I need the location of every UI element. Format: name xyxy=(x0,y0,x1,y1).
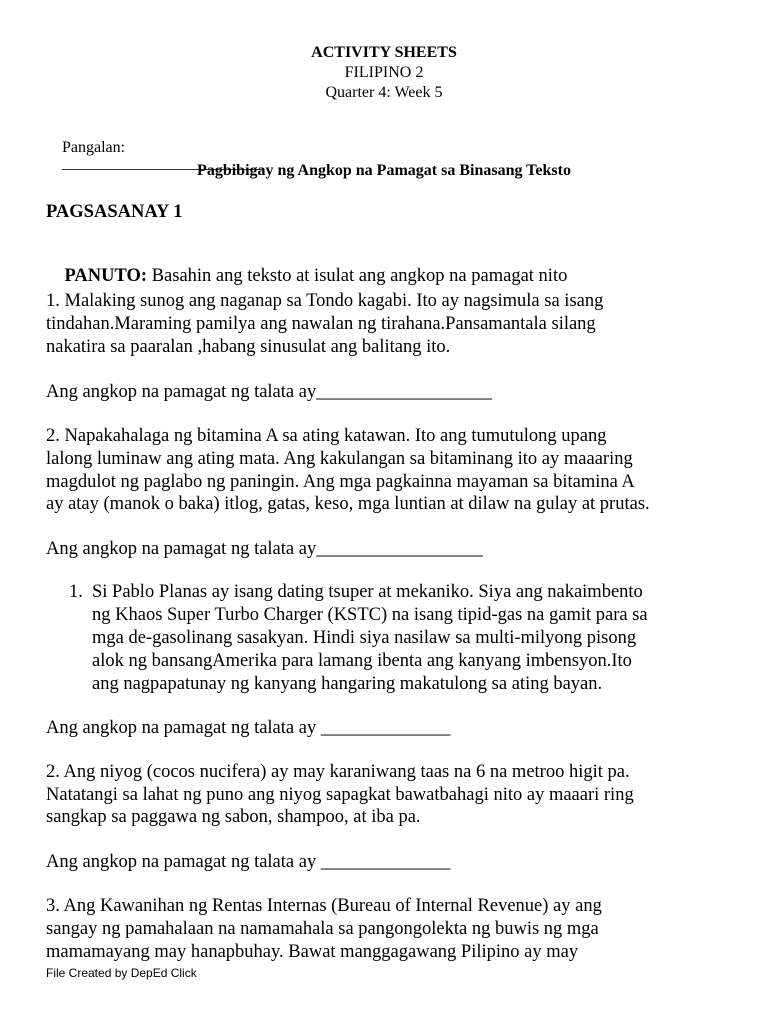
paragraph-line: alok ng bansangAmerika para lamang ibenta ang kanyang imbensyon.Ito xyxy=(92,651,632,671)
paragraph-line: ng Khaos Super Turbo Charger (KSTC) na isang tipid-gas na gamit para sa xyxy=(92,605,648,625)
paragraph-line: 2. Napakahalaga ng bitamina A sa ating katawan. Ito ang tumutulong upang xyxy=(46,426,607,446)
paragraph-line: sangay ng pamahalaan na namamahala sa pangongolekta ng buwis ng mga xyxy=(46,919,599,939)
list-number: 1. xyxy=(69,582,83,602)
paragraph-line: lalong luminaw ang ating mata. Ang kakulangan sa bitaminang ito ay maaaring xyxy=(46,449,633,469)
answer-line: Ang angkop na pamagat ng talata ay___________________ xyxy=(46,382,492,402)
paragraph-line: 2. Ang niyog (cocos nucifera) ay may karaniwang taas na 6 na metroo higit pa. xyxy=(46,762,630,782)
paragraph-line: tindahan.Maraming pamilya ang nawalan ng tirahana.Pansamantala silang xyxy=(46,314,596,334)
paragraph-line: ay atay (manok o baka) itlog, gatas, keso, mga luntian at dilaw na gulay at prutas. xyxy=(46,494,650,514)
paragraph-line: ang nagpapatunay ng kanyang hangaring makatulong sa ating bayan. xyxy=(92,674,603,694)
paragraph-line: 3. Ang Kawanihan ng Rentas Internas (Bureau of Internal Revenue) ay ang xyxy=(46,896,602,916)
subject-line: FILIPINO 2 xyxy=(344,64,424,81)
answer-line: Ang angkop na pamagat ng talata ay ______________ xyxy=(46,852,451,872)
paragraph-line: Si Pablo Planas ay isang dating tsuper at mekaniko. Siya ang nakaimbento xyxy=(92,582,643,602)
section-title: PAGSASANAY 1 xyxy=(46,202,183,222)
paragraph-line: 1. Malaking sunog ang naganap sa Tondo kagabi. Ito ay nagsimula sa isang xyxy=(46,291,604,311)
paragraph-line: mamamayang may hanapbuhay. Bawat manggagawang Pilipino ay may xyxy=(46,942,579,962)
quarter-line: Quarter 4: Week 5 xyxy=(325,84,443,101)
instruction-label: PANUTO: xyxy=(64,265,148,286)
answer-line: Ang angkop na pamagat ng talata ay ______________ xyxy=(46,718,451,738)
answer-line: Ang angkop na pamagat ng talata ay__________________ xyxy=(46,539,483,559)
paragraph-line: sangkap sa paggawa ng sabon, shampoo, at iba pa. xyxy=(46,807,421,827)
lesson-title: Pagbibigay ng Angkop na Pamagat sa Binasang Teksto xyxy=(197,162,571,179)
paragraph-line: mga de-gasolinang sasakyan. Hindi siya nasilaw sa multi-milyong pisong xyxy=(92,628,637,648)
name-blank: _________________________ xyxy=(62,155,262,172)
paragraph-line: Natatangi sa lahat ng puno ang niyog sapagkat bawatbahagi nito ay maaari ring xyxy=(46,785,634,805)
footer-credit: File Created by DepEd Click xyxy=(46,966,197,980)
name-label: Pangalan: xyxy=(62,139,126,156)
instruction-text: Basahin ang teksto at isulat ang angkop na pamagat nito xyxy=(147,265,568,286)
paragraph-line: magdulot ng paglabo ng paningin. Ang mga pagkainna mayaman sa bitamina A xyxy=(46,472,635,492)
sheet-title: ACTIVITY SHEETS xyxy=(311,44,457,61)
paragraph-line: nakatira sa paaralan ,habang sinusulat ang balitang ito. xyxy=(46,337,451,357)
